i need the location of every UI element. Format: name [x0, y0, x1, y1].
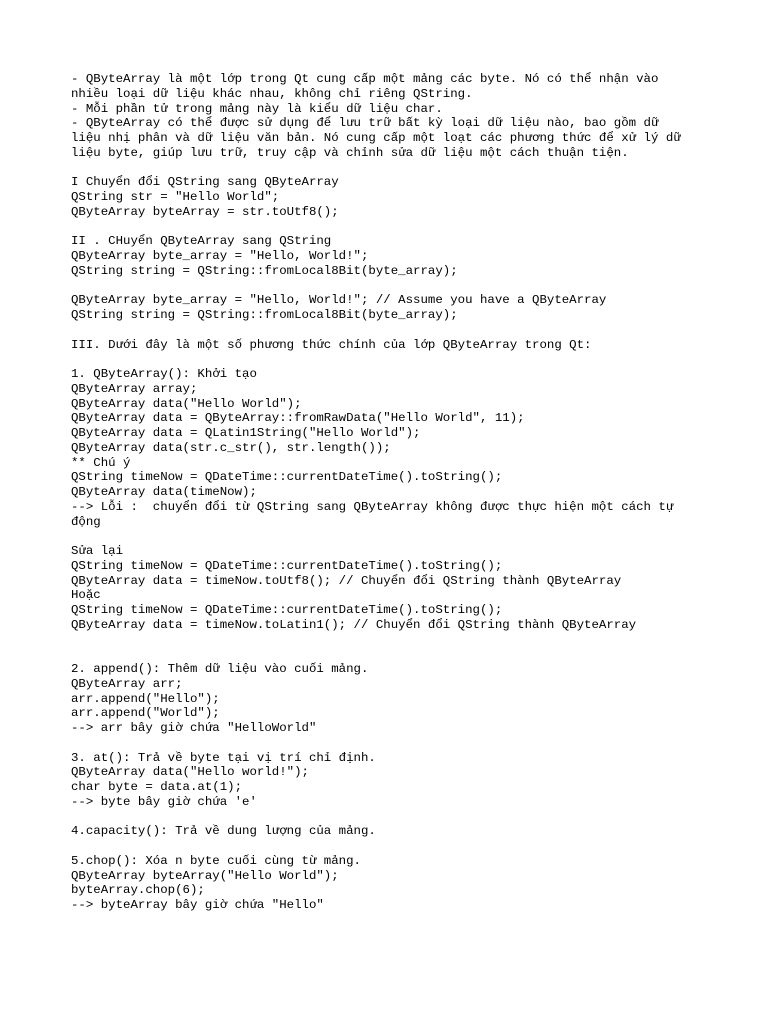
code-line: QByteArray byteArray = str.toUtf8(); [71, 204, 339, 219]
subsection-heading: 3. at(): Trả về byte tại vị trí chỉ định. [71, 750, 376, 765]
note-line: Hoặc [71, 588, 101, 603]
code-line: QByteArray data = QByteArray::fromRawData("Hello World", 11); [71, 411, 525, 426]
code-line: QString timeNow = QDateTime::currentDateTime().toString(); [71, 470, 503, 485]
blank-line [71, 633, 711, 648]
text-line: liệu byte, giúp lưu trữ, truy cập và chỉnh sửa dữ liệu một cách thuận tiện. [71, 145, 629, 160]
code-line: QByteArray data = timeNow.toUtf8(); // Chuyển đổi QString thành QByteArray [71, 573, 622, 588]
code-line: QByteArray data("Hello World"); [71, 396, 302, 411]
note-line: động [71, 514, 101, 529]
blank-line [71, 279, 711, 294]
blank-line [71, 352, 711, 367]
section-heading: III. Dưới đây là một số phương thức chính của lớp QByteArray trong Qt: [71, 337, 592, 352]
note-line: --> arr bây giờ chứa "HelloWorld" [71, 721, 317, 735]
blank-line [71, 839, 711, 854]
code-line: QByteArray data = timeNow.toLatin1(); // Chuyển đổi QString thành QByteArray [71, 617, 637, 632]
subsection-heading: 2. append(): Thêm dữ liệu vào cuối mảng. [71, 662, 369, 676]
code-line: byteArray.chop(6); [71, 883, 205, 898]
section-heading: I Chuyển đổi QString sang QByteArray [71, 175, 339, 190]
blank-line [71, 161, 711, 176]
blank-line [71, 220, 711, 235]
code-line: arr.append("World"); [71, 706, 220, 721]
code-line: char byte = data.at(1); [71, 780, 243, 794]
code-line: QByteArray data("Hello world!"); [71, 765, 309, 780]
blank-line [71, 736, 711, 751]
code-line: QString string = QString::fromLocal8Bit(byte_array); [71, 308, 458, 322]
code-line: QString string = QString::fromLocal8Bit(byte_array); [71, 263, 458, 278]
code-line: QByteArray data(timeNow); [71, 485, 257, 499]
subsection-heading: 4.capacity(): Trả về dung lượng của mảng. [71, 824, 376, 839]
subsection-heading: 1. QByteArray(): Khởi tạo [71, 367, 257, 381]
blank-line [71, 810, 711, 825]
code-line: QByteArray arr; [71, 676, 183, 691]
text-line: - QByteArray là một lớp trong Qt cung cấp một mảng các byte. Nó có thể nhận vào [71, 72, 659, 86]
code-line: QByteArray byte_array = "Hello, World!"; // Assume you have a QByteArray [71, 293, 607, 308]
note-line: Sửa lại [71, 544, 124, 558]
note-line: --> Lỗi : chuyển đổi từ QString sang QByteArray không được thực hiện một cách tự [71, 499, 674, 514]
note-line: --> byte bây giờ chứa 'e' [71, 794, 257, 809]
section-heading: II . CHuyển QByteArray sang QString [71, 234, 332, 249]
code-line: QByteArray data(str.c_str(), str.length()); [71, 440, 391, 455]
code-line: arr.append("Hello"); [71, 691, 220, 706]
code-line: QByteArray byteArray("Hello World"); [71, 868, 339, 883]
document-body [71, 72, 711, 913]
text-line: - QByteArray có thể được sử dụng để lưu trữ bất kỳ loại dữ liệu nào, bao gồm dữ [71, 116, 659, 131]
note-line: ** Chú ý [71, 455, 131, 470]
blank-line [71, 647, 711, 662]
code-line: QString timeNow = QDateTime::currentDateTime().toString(); [71, 603, 503, 617]
code-line: QByteArray byte_array = "Hello, World!"; [71, 249, 369, 263]
text-line: nhiều loại dữ liệu khác nhau, không chỉ riêng QString. [71, 86, 473, 101]
text-line: liệu nhị phân và dữ liệu văn bản. Nó cung cấp một loạt các phương thức để xử lý dữ [71, 131, 681, 145]
code-line: QString timeNow = QDateTime::currentDateTime().toString(); [71, 558, 503, 573]
code-line: QByteArray data = QLatin1String("Hello World"); [71, 426, 421, 440]
note-line: --> byteArray bây giờ chứa "Hello" [71, 898, 324, 912]
code-line: QByteArray array; [71, 381, 198, 396]
blank-line [71, 529, 711, 544]
text-line: - Mỗi phần tử trong mảng này là kiểu dữ liệu char. [71, 101, 443, 116]
code-line: QString str = "Hello World"; [71, 190, 280, 204]
subsection-heading: 5.chop(): Xóa n byte cuối cùng từ mảng. [71, 853, 361, 868]
blank-line [71, 323, 711, 338]
